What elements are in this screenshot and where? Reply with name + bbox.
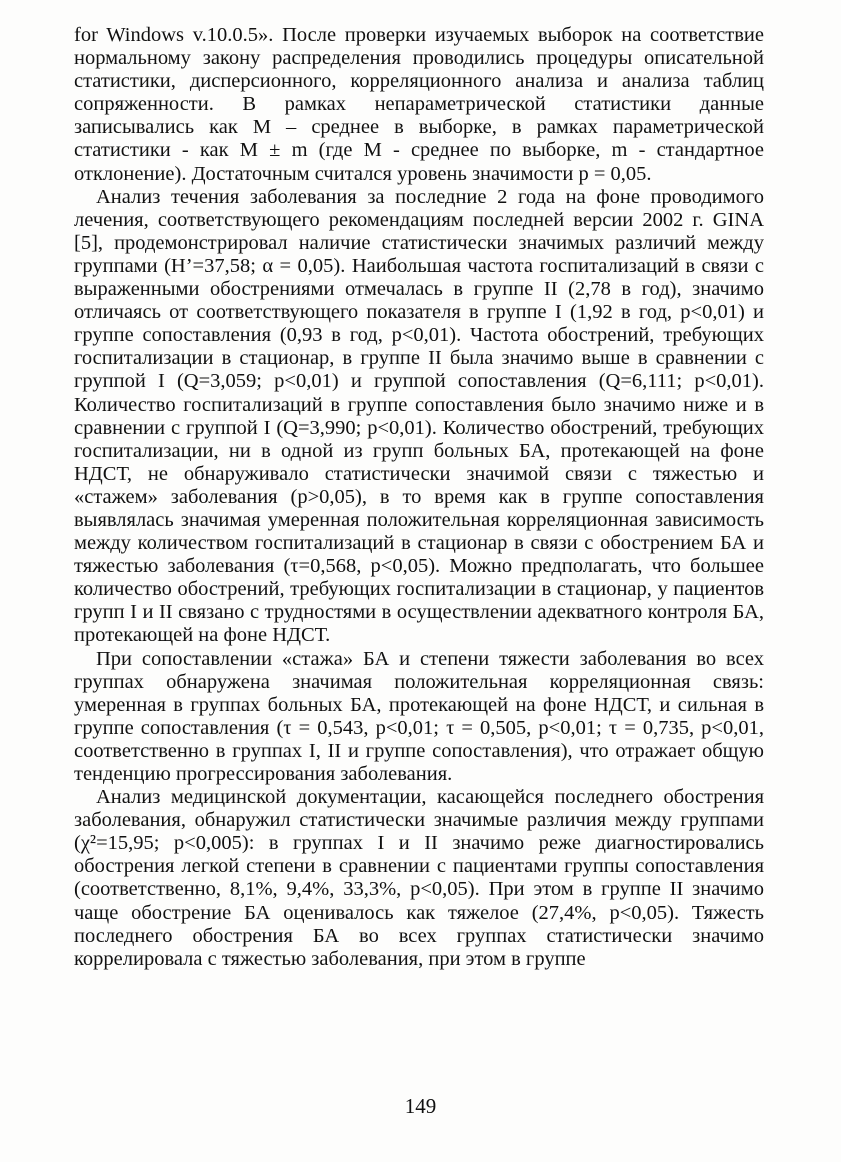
paragraph-methods-statistics: for Windows v.10.0.5». После проверки изучаемых выборок на соответствие нормальному закону распределения проводились процедуры описательной статистики, дисперсионного, корреляционного анализа и анализа таблиц сопряженности. В рамках непараметрической статистики данные записывались как М – среднее в выборке, в рамках параметрической статистики - как М ± m (где М - среднее по выборке, m - стандартное отклонение). Достаточным считался уровень значимости p = 0,05. — [74, 24, 764, 185]
paragraph-stage-severity-correlation: При сопоставлении «стажа» БА и степени тяжести заболевания во всех группах обнаружена значимая положительная корреляционная связь: умеренная в группах больных БА, протекающей на фоне НДСТ, и сильная в группе сопоставления (τ = 0,543, p<0,01; τ = 0,505, p<0,01; τ = 0,735, p<0,01, соответственно в группах I, II и группе сопоставления), что отражает общую тенденцию прогрессирования заболевания. — [74, 647, 764, 785]
paragraph-medical-documentation: Анализ медицинской документации, касающейся последнего обострения заболевания, обнаружил статистически значимые различия между группами (χ²=15,95; p<0,005): в группах I и II значимо реже диагностировались обострения легкой степени в сравнении с пациентами группы сопоставления (соответственно, 8,1%, 9,4%, 33,3%, p<0,05). При этом в группе II значимо чаще обострение БА оценивалось как тяжелое (27,4%, p<0,05). Тяжесть последнего обострения БА во всех группах статистически значимо коррелировала с тяжестью заболевания, при этом в группе — [74, 786, 764, 970]
paragraph-disease-course: Анализ течения заболевания за последние 2 года на фоне проводимого лечения, соответствующего рекомендациям последней версии 2002 г. GINA [5], продемонстрировал наличие статистически значимых различий между группами (H’=37,58; α = 0,05). Наибольшая частота госпитализаций в связи с выраженными обострениями отмечалась в группе II (2,78 в год), значимо отличаясь от соответствующего показателя в группе I (1,92 в год, p<0,01) и группе сопоставления (0,93 в год, p<0,01). Частота обострений, требующих госпитализации в стационар, в группе II была значимо выше в сравнении с группой I (Q=3,059; p<0,01) и группой сопоставления (Q=6,111; p<0,01). Количество госпитализаций в группе сопоставления было значимо ниже и в сравнении с группой I (Q=3,990; p<0,01). Количество обострений, требующих госпитализации, ни в одной из групп больных БА, протекающей на фоне НДСТ, не обнаруживало статистически значимой связи с тяжестью и «стажем» заболевания (p>0,05), в то время как в группе сопоставления выявлялась значимая умеренная положительная корреляционная зависимость между количеством госпитализаций в стационар в связи с обострением БА и тяжестью заболевания (τ=0,568, p<0,05). Можно предполагать, что большее количество обострений, требующих госпитализации в стационар, у пациентов групп I и II связано с трудностями в осуществлении адекватного контроля БА, протекающей на фоне НДСТ. — [74, 185, 764, 647]
page-number: 149 — [404, 1094, 437, 1118]
body-text — [74, 24, 764, 971]
